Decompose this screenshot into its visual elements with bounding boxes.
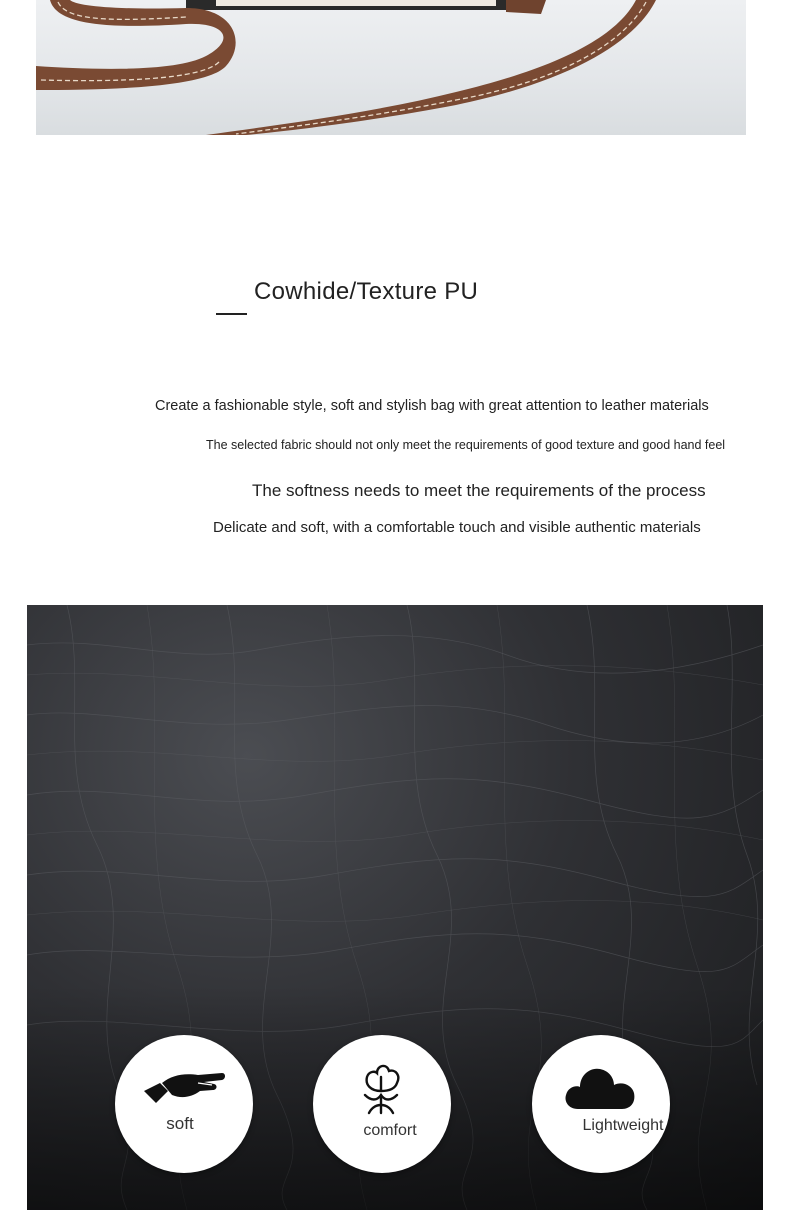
feature-lightweight [532,1035,670,1173]
description-line-3: The softness needs to meet the requirements of the process [252,481,706,500]
feature-soft [115,1035,253,1173]
cotton-icon [357,1061,405,1117]
feature-comfort [313,1035,451,1173]
strap-illustration [36,0,746,135]
description-line-2: The selected fabric should not only meet the requirements of good texture and good hand feel [206,438,726,452]
feature-label-soft: soft [166,1114,194,1133]
hand-icon [142,1069,226,1105]
heading-title: Cowhide/Texture PU [254,278,479,305]
leather-texture-panel [27,605,763,1210]
feature-label-comfort: comfort [363,1122,417,1139]
section-heading [216,278,536,318]
description-line-1: Create a fashionable style, soft and stylish bag with great attention to leather materials [155,398,709,414]
product-photo-strap [36,0,746,135]
feature-label-lightweight: Lightweight [582,1117,664,1134]
cloud-icon [564,1059,638,1111]
heading-rule [216,313,247,315]
description-line-4: Delicate and soft, with a comfortable touch and visible authentic materials [213,519,701,536]
